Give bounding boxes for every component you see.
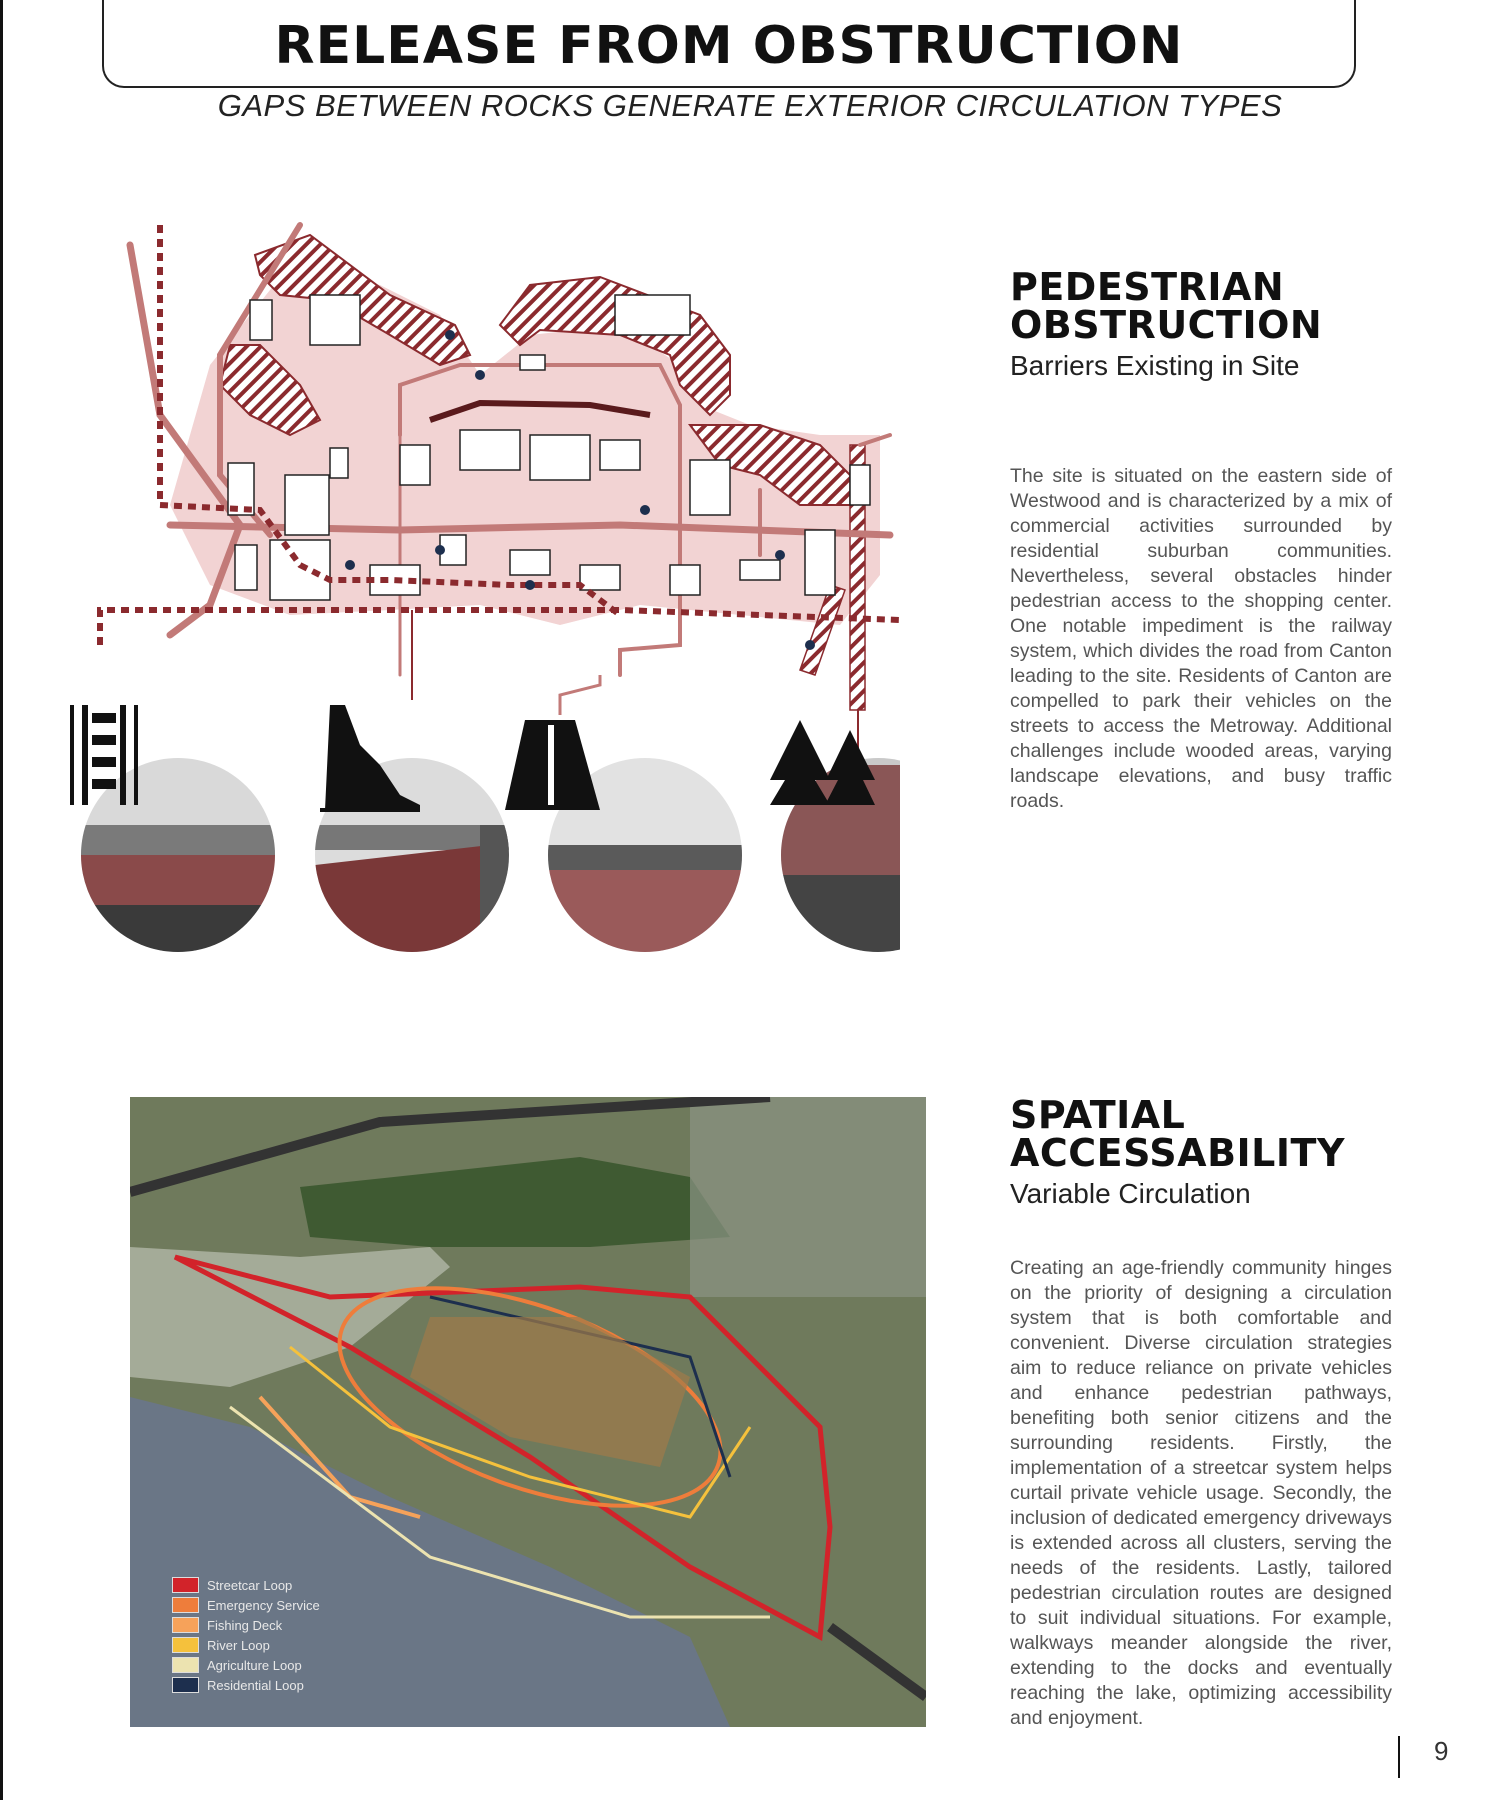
legend-item-river (172, 1635, 320, 1655)
circulation-legend (172, 1575, 320, 1695)
legend-swatch (172, 1657, 199, 1673)
legend-swatch (172, 1577, 199, 1593)
residential-area (690, 1097, 926, 1297)
road-icon (505, 720, 600, 810)
section1-heading-line1: PEDESTRIAN (1010, 265, 1285, 309)
legend-item-emergency (172, 1595, 320, 1615)
page-number: 9 (1434, 1736, 1449, 1766)
section1-body: The site is situated on the eastern side of Westwood and is characterized by a mix of commercial activities surrounded by residential suburban communities. Nevertheless, several obstacles hinder pedestrian access to the shopping center. One notable impediment is the railway system, which divides the road from Canton leading to the site. Residents of Canton are compelled to park their vehicles on the streets to access the Metroway. Additional challenges include wooded areas, varying landscape elevations, and busy traffic roads. (1010, 465, 1392, 812)
legend-swatch (172, 1677, 199, 1693)
legend-label: Streetcar Loop (207, 1577, 293, 1593)
legend-swatch (172, 1617, 199, 1633)
legend-item-fishing (172, 1615, 320, 1635)
legend-label: Agriculture Loop (207, 1657, 302, 1673)
page-number-rule (1398, 1736, 1400, 1778)
legend-label: Emergency Service (207, 1597, 320, 1613)
section2-body: Creating an age-friendly community hinges on the priority of designing a circulation system that is both comfortable and convenient. Diverse circulation strategies aim to reduce reliance on private vehicles and enhance pedestrian pathways, benefiting both senior citizens and the surrounding residents. Firstly, the implementation of a streetcar system helps curtail private vehicle usage. Secondly, the inclusion of dedicated emergency driveways is extended across all clusters, serving the needs of the residents. Lastly, tailored pedestrian circulation routes are designed to suit individual situations. For example, walkways meander alongside the river, extending to the docks and eventually reaching the lake, optimizing accessibility and enjoyment. (1010, 1257, 1392, 1729)
aerial-circulation-plan (130, 1097, 926, 1727)
section2-heading-line1: SPATIAL (1010, 1093, 1186, 1137)
legend-item-residential (172, 1675, 320, 1695)
legend-label: Fishing Deck (207, 1617, 283, 1633)
site-obstruction-map (60, 205, 900, 965)
section1-heading-line2: OBSTRUCTION (1010, 303, 1323, 347)
legend-item-agriculture (172, 1655, 320, 1675)
legend-swatch (172, 1597, 199, 1613)
section2-heading-line2: ACCESSABILITY (1010, 1131, 1345, 1175)
title-box (102, 0, 1356, 88)
legend-item-streetcar (172, 1575, 320, 1595)
legend-label: Residential Loop (207, 1677, 304, 1693)
site-map-svg (60, 205, 900, 965)
section2-subheading: Variable Circulation (1010, 1178, 1251, 1209)
legend-label: River Loop (207, 1637, 270, 1653)
left-margin-rule (0, 0, 3, 1800)
page-title: RELEASE FROM OBSTRUCTION (274, 16, 1184, 76)
page-subtitle: GAPS BETWEEN ROCKS GENERATE EXTERIOR CIRCULATION TYPES (217, 88, 1283, 123)
legend-swatch (172, 1637, 199, 1653)
section1-subheading: Barriers Existing in Site (1010, 350, 1300, 381)
